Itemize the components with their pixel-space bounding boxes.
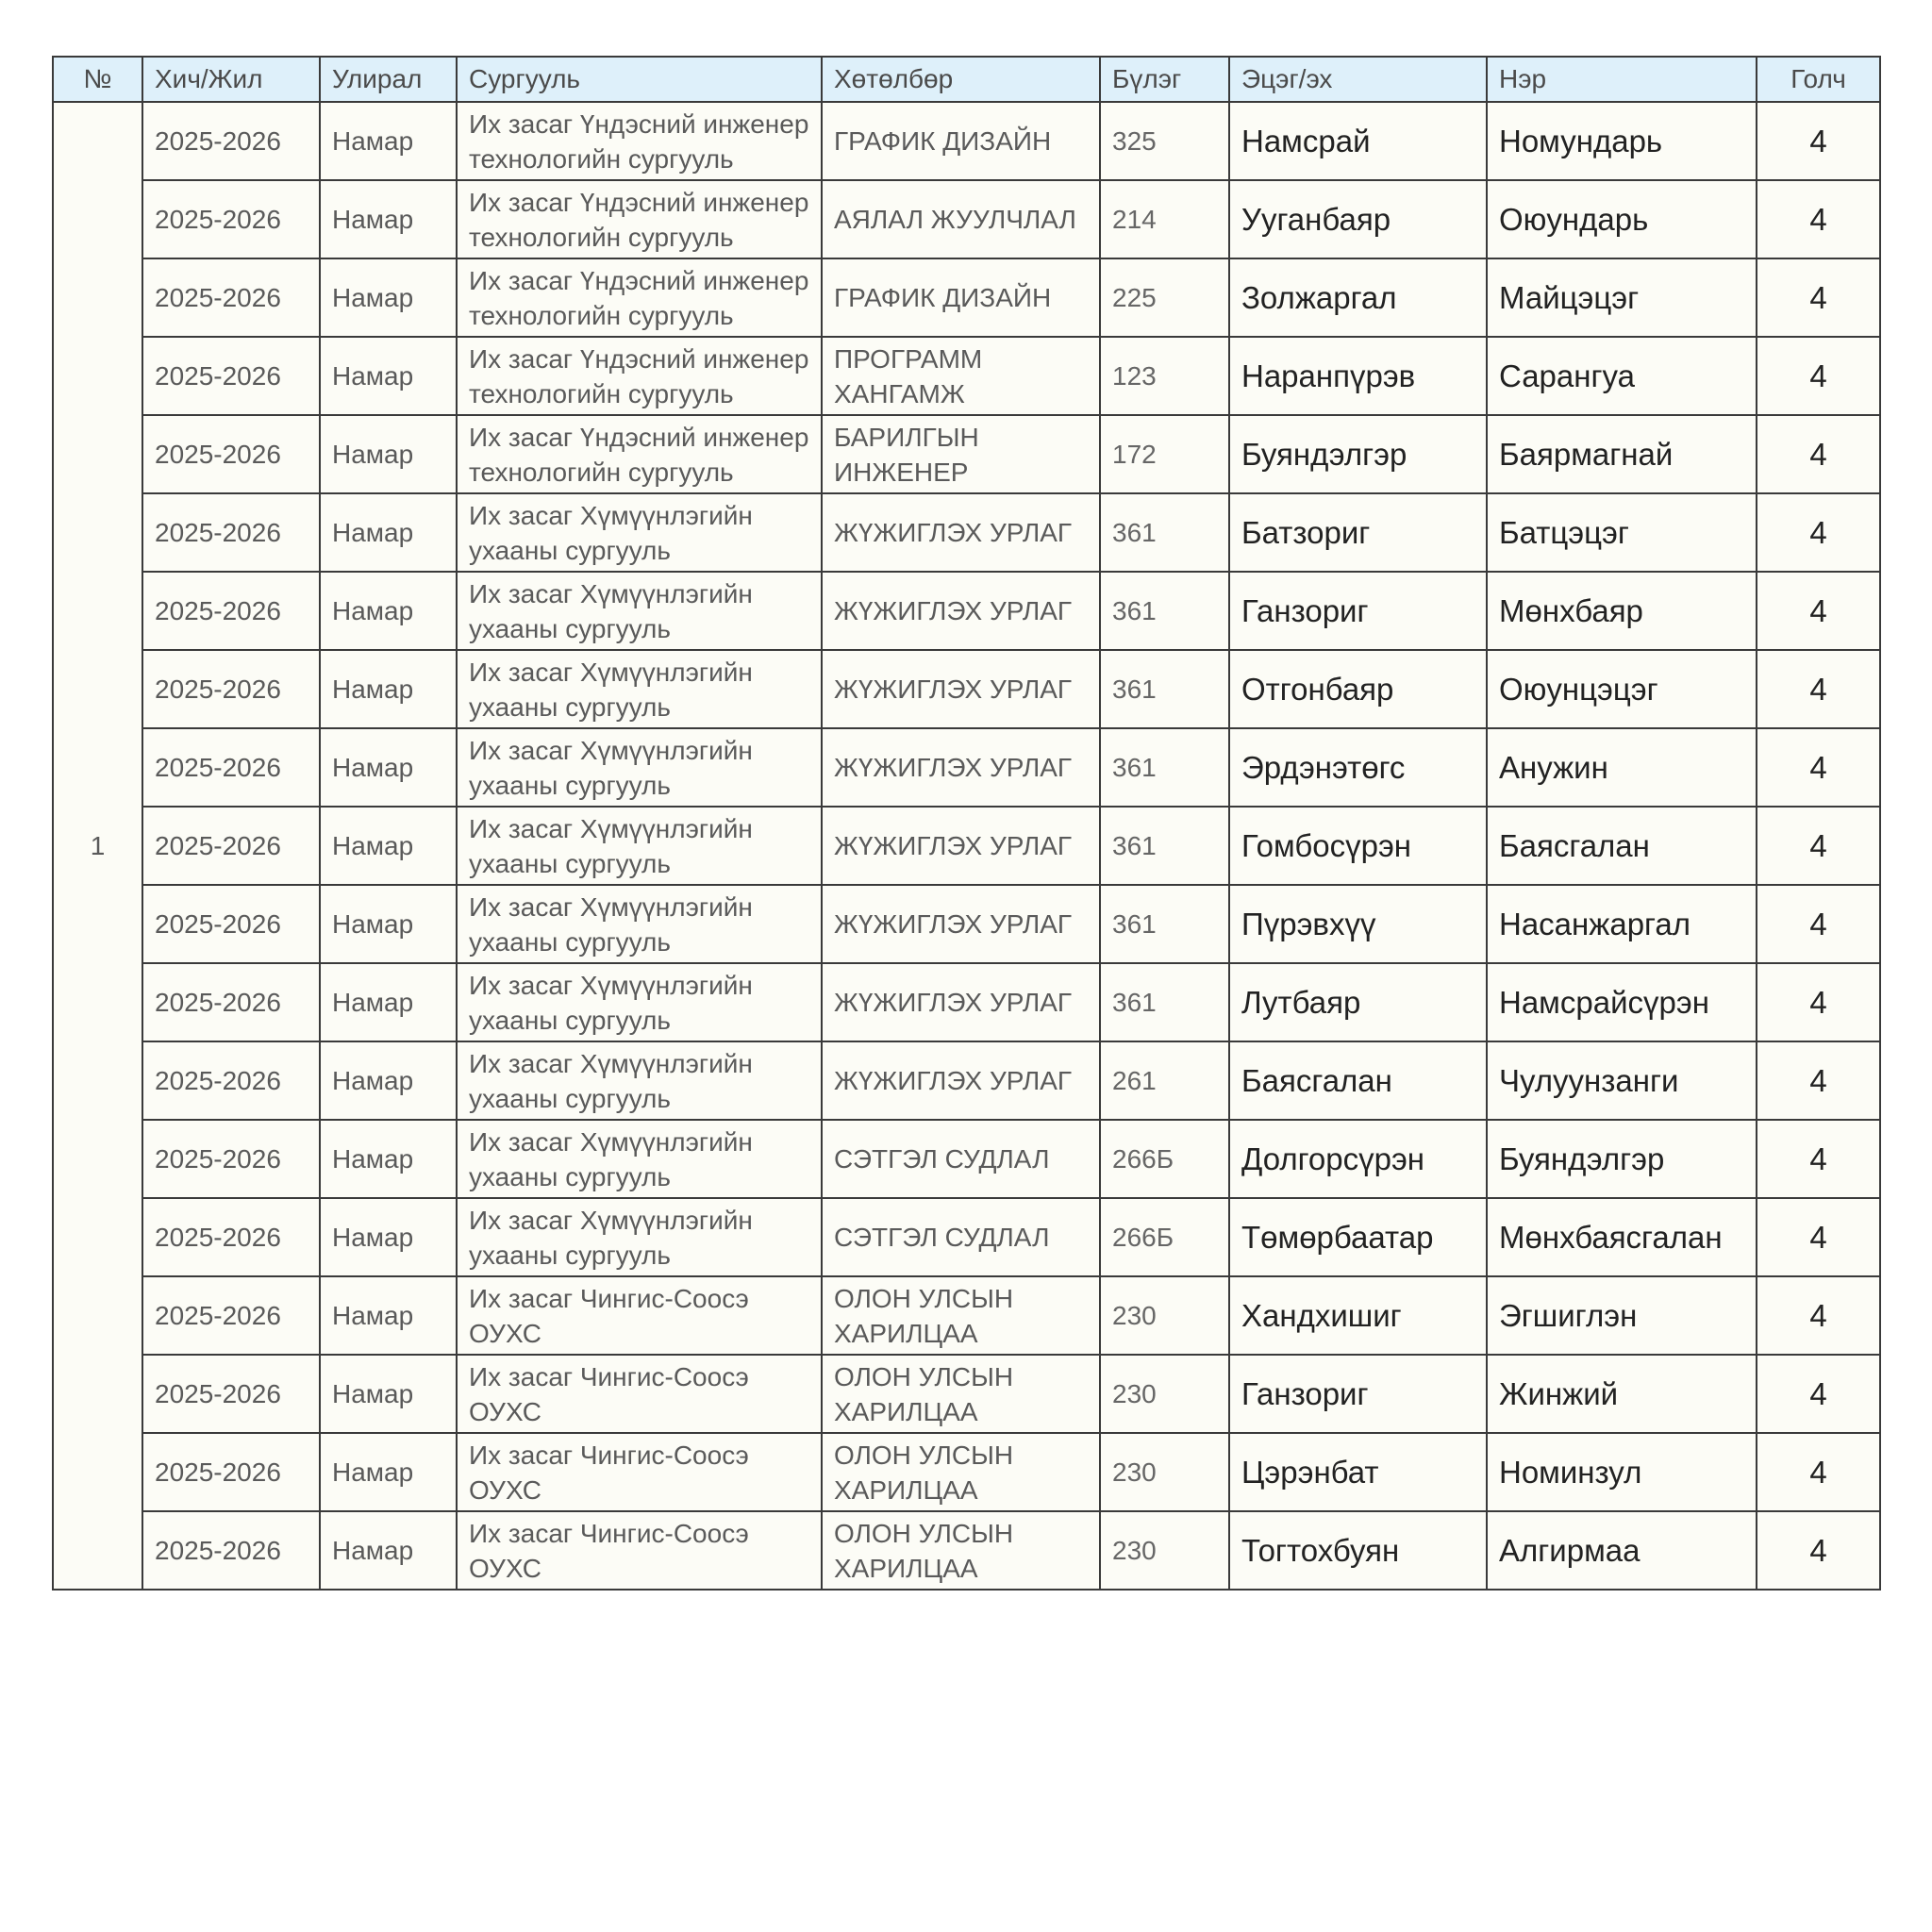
parent-cell: Хандхишиг	[1229, 1276, 1487, 1355]
table-row	[53, 1120, 1880, 1198]
gpa-cell: 4	[1757, 1198, 1880, 1276]
school-cell: Их засаг Хүмүүнлэгийн ухааны сургууль	[457, 572, 822, 650]
school-cell: Их засаг Хүмүүнлэгийн ухааны сургууль	[457, 1120, 822, 1198]
name-cell: Буяндэлгэр	[1487, 1120, 1757, 1198]
parent-cell: Ганзориг	[1229, 1355, 1487, 1433]
season-cell: Намар	[320, 258, 457, 337]
school-cell: Их засаг Үндэсний инженер технологийн сургууль	[457, 258, 822, 337]
program-cell: ЖҮЖИГЛЭХ УРЛАГ	[822, 572, 1100, 650]
season-cell: Намар	[320, 1120, 457, 1198]
program-cell: ГРАФИК ДИЗАЙН	[822, 102, 1100, 180]
gpa-cell: 4	[1757, 415, 1880, 493]
table-row	[53, 963, 1880, 1041]
gpa-cell: 4	[1757, 493, 1880, 572]
program-cell: ПРОГРАММ ХАНГАМЖ	[822, 337, 1100, 415]
year-cell: 2025-2026	[142, 180, 320, 258]
gpa-cell: 4	[1757, 963, 1880, 1041]
group-cell: 361	[1100, 807, 1229, 885]
header-school: Сургууль	[457, 57, 822, 102]
program-cell: ЖҮЖИГЛЭХ УРЛАГ	[822, 885, 1100, 963]
year-cell: 2025-2026	[142, 258, 320, 337]
parent-cell: Төмөрбаатар	[1229, 1198, 1487, 1276]
header-name: Нэр	[1487, 57, 1757, 102]
group-cell: 361	[1100, 493, 1229, 572]
parent-cell: Пүрэвхүү	[1229, 885, 1487, 963]
school-cell: Их засаг Хүмүүнлэгийн ухааны сургууль	[457, 963, 822, 1041]
school-cell: Их засаг Хүмүүнлэгийн ухааны сургууль	[457, 807, 822, 885]
table-row	[53, 650, 1880, 728]
group-cell: 230	[1100, 1276, 1229, 1355]
group-cell: 361	[1100, 572, 1229, 650]
parent-cell: Отгонбаяр	[1229, 650, 1487, 728]
header-parent: Эцэг/эх	[1229, 57, 1487, 102]
season-cell: Намар	[320, 1511, 457, 1590]
gpa-cell: 4	[1757, 337, 1880, 415]
season-cell: Намар	[320, 572, 457, 650]
name-cell: Оюундарь	[1487, 180, 1757, 258]
parent-cell: Лутбаяр	[1229, 963, 1487, 1041]
gpa-cell: 4	[1757, 885, 1880, 963]
gpa-cell: 4	[1757, 650, 1880, 728]
year-cell: 2025-2026	[142, 102, 320, 180]
name-cell: Батцэцэг	[1487, 493, 1757, 572]
gpa-cell: 4	[1757, 728, 1880, 807]
program-cell: ЖҮЖИГЛЭХ УРЛАГ	[822, 963, 1100, 1041]
table-row	[53, 1433, 1880, 1511]
table-row	[53, 728, 1880, 807]
table-row	[53, 337, 1880, 415]
table-row	[53, 1276, 1880, 1355]
school-cell: Их засаг Хүмүүнлэгийн ухааны сургууль	[457, 493, 822, 572]
season-cell: Намар	[320, 1198, 457, 1276]
name-cell: Баярмагнай	[1487, 415, 1757, 493]
program-cell: ГРАФИК ДИЗАЙН	[822, 258, 1100, 337]
parent-cell: Баясгалан	[1229, 1041, 1487, 1120]
group-cell: 230	[1100, 1433, 1229, 1511]
school-cell: Их засаг Чингис-Соосэ ОУХС	[457, 1433, 822, 1511]
program-cell: ОЛОН УЛСЫН ХАРИЛЦАА	[822, 1276, 1100, 1355]
group-cell: 266Б	[1100, 1120, 1229, 1198]
header-year: Хич/Жил	[142, 57, 320, 102]
parent-cell: Намсрай	[1229, 102, 1487, 180]
season-cell: Намар	[320, 493, 457, 572]
school-cell: Их засаг Чингис-Соосэ ОУХС	[457, 1276, 822, 1355]
year-cell: 2025-2026	[142, 1355, 320, 1433]
table-row	[53, 1355, 1880, 1433]
table-row	[53, 1041, 1880, 1120]
name-cell: Майцэцэг	[1487, 258, 1757, 337]
gpa-cell: 4	[1757, 1511, 1880, 1590]
parent-cell: Гомбосүрэн	[1229, 807, 1487, 885]
name-cell: Сарангуа	[1487, 337, 1757, 415]
group-cell: 225	[1100, 258, 1229, 337]
season-cell: Намар	[320, 337, 457, 415]
year-cell: 2025-2026	[142, 1433, 320, 1511]
group-cell: 230	[1100, 1355, 1229, 1433]
school-cell: Их засаг Хүмүүнлэгийн ухааны сургууль	[457, 650, 822, 728]
parent-cell: Ганзориг	[1229, 572, 1487, 650]
gpa-cell: 4	[1757, 1355, 1880, 1433]
table-body	[53, 102, 1880, 1590]
year-cell: 2025-2026	[142, 1041, 320, 1120]
school-cell: Их засаг Чингис-Соосэ ОУХС	[457, 1355, 822, 1433]
parent-cell: Батзориг	[1229, 493, 1487, 572]
season-cell: Намар	[320, 885, 457, 963]
table-row	[53, 885, 1880, 963]
program-cell: ЖҮЖИГЛЭХ УРЛАГ	[822, 650, 1100, 728]
group-cell: 261	[1100, 1041, 1229, 1120]
season-cell: Намар	[320, 102, 457, 180]
school-cell: Их засаг Хүмүүнлэгийн ухааны сургууль	[457, 885, 822, 963]
parent-cell: Эрдэнэтөгс	[1229, 728, 1487, 807]
program-cell: ЖҮЖИГЛЭХ УРЛАГ	[822, 728, 1100, 807]
table-row	[53, 493, 1880, 572]
name-cell: Мөнхбаяр	[1487, 572, 1757, 650]
name-cell: Номинзул	[1487, 1433, 1757, 1511]
header-row	[53, 57, 1880, 102]
year-cell: 2025-2026	[142, 1198, 320, 1276]
school-cell: Их засаг Үндэсний инженер технологийн сургууль	[457, 337, 822, 415]
parent-cell: Буяндэлгэр	[1229, 415, 1487, 493]
group-cell: 266Б	[1100, 1198, 1229, 1276]
year-cell: 2025-2026	[142, 728, 320, 807]
season-cell: Намар	[320, 807, 457, 885]
season-cell: Намар	[320, 650, 457, 728]
name-cell: Номундарь	[1487, 102, 1757, 180]
year-cell: 2025-2026	[142, 493, 320, 572]
table-row	[53, 1198, 1880, 1276]
gpa-cell: 4	[1757, 572, 1880, 650]
gpa-cell: 4	[1757, 180, 1880, 258]
table-row	[53, 572, 1880, 650]
name-cell: Эгшиглэн	[1487, 1276, 1757, 1355]
gpa-cell: 4	[1757, 1120, 1880, 1198]
program-cell: СЭТГЭЛ СУДЛАЛ	[822, 1120, 1100, 1198]
program-cell: ОЛОН УЛСЫН ХАРИЛЦАА	[822, 1355, 1100, 1433]
name-cell: Алгирмаа	[1487, 1511, 1757, 1590]
parent-cell: Ууганбаяр	[1229, 180, 1487, 258]
school-cell: Их засаг Хүмүүнлэгийн ухааны сургууль	[457, 1198, 822, 1276]
name-cell: Баясгалан	[1487, 807, 1757, 885]
gpa-cell: 4	[1757, 807, 1880, 885]
table-row	[53, 258, 1880, 337]
name-cell: Анужин	[1487, 728, 1757, 807]
program-cell: ЖҮЖИГЛЭХ УРЛАГ	[822, 1041, 1100, 1120]
group-cell: 361	[1100, 650, 1229, 728]
program-cell: ЖҮЖИГЛЭХ УРЛАГ	[822, 807, 1100, 885]
program-cell: БАРИЛГЫН ИНЖЕНЕР	[822, 415, 1100, 493]
student-table	[52, 56, 1881, 1591]
name-cell: Жинжий	[1487, 1355, 1757, 1433]
school-cell: Их засаг Чингис-Соосэ ОУХС	[457, 1511, 822, 1590]
group-cell: 361	[1100, 885, 1229, 963]
table-row	[53, 102, 1880, 180]
school-cell: Их засаг Хүмүүнлэгийн ухааны сургууль	[457, 728, 822, 807]
name-cell: Намсрайсүрэн	[1487, 963, 1757, 1041]
year-cell: 2025-2026	[142, 1120, 320, 1198]
gpa-cell: 4	[1757, 102, 1880, 180]
parent-cell: Наранпүрэв	[1229, 337, 1487, 415]
header-season: Улирал	[320, 57, 457, 102]
parent-cell: Золжаргал	[1229, 258, 1487, 337]
season-cell: Намар	[320, 1276, 457, 1355]
table-row	[53, 807, 1880, 885]
school-cell: Их засаг Үндэсний инженер технологийн сургууль	[457, 102, 822, 180]
program-cell: АЯЛАЛ ЖУУЛЧЛАЛ	[822, 180, 1100, 258]
season-cell: Намар	[320, 1041, 457, 1120]
year-cell: 2025-2026	[142, 572, 320, 650]
group-cell: 214	[1100, 180, 1229, 258]
table-row	[53, 415, 1880, 493]
table-row	[53, 180, 1880, 258]
name-cell: Мөнхбаясгалан	[1487, 1198, 1757, 1276]
year-cell: 2025-2026	[142, 415, 320, 493]
season-cell: Намар	[320, 1433, 457, 1511]
season-cell: Намар	[320, 963, 457, 1041]
year-cell: 2025-2026	[142, 885, 320, 963]
year-cell: 2025-2026	[142, 963, 320, 1041]
gpa-cell: 4	[1757, 1041, 1880, 1120]
year-cell: 2025-2026	[142, 650, 320, 728]
year-cell: 2025-2026	[142, 807, 320, 885]
table-row	[53, 1511, 1880, 1590]
parent-cell: Цэрэнбат	[1229, 1433, 1487, 1511]
season-cell: Намар	[320, 180, 457, 258]
parent-cell: Долгорсүрэн	[1229, 1120, 1487, 1198]
season-cell: Намар	[320, 728, 457, 807]
header-number: №	[53, 57, 142, 102]
group-cell: 361	[1100, 963, 1229, 1041]
school-cell: Их засаг Хүмүүнлэгийн ухааны сургууль	[457, 1041, 822, 1120]
program-cell: ОЛОН УЛСЫН ХАРИЛЦАА	[822, 1511, 1100, 1590]
group-cell: 325	[1100, 102, 1229, 180]
group-cell: 172	[1100, 415, 1229, 493]
school-cell: Их засаг Үндэсний инженер технологийн сургууль	[457, 180, 822, 258]
name-cell: Насанжаргал	[1487, 885, 1757, 963]
name-cell: Чулуунзанги	[1487, 1041, 1757, 1120]
gpa-cell: 4	[1757, 258, 1880, 337]
season-cell: Намар	[320, 415, 457, 493]
season-cell: Намар	[320, 1355, 457, 1433]
program-cell: СЭТГЭЛ СУДЛАЛ	[822, 1198, 1100, 1276]
gpa-cell: 4	[1757, 1276, 1880, 1355]
program-cell: ОЛОН УЛСЫН ХАРИЛЦАА	[822, 1433, 1100, 1511]
name-cell: Оюунцэцэг	[1487, 650, 1757, 728]
school-cell: Их засаг Үндэсний инженер технологийн сургууль	[457, 415, 822, 493]
group-cell: 361	[1100, 728, 1229, 807]
parent-cell: Тогтохбуян	[1229, 1511, 1487, 1590]
header-group: Бүлэг	[1100, 57, 1229, 102]
group-cell: 230	[1100, 1511, 1229, 1590]
year-cell: 2025-2026	[142, 1276, 320, 1355]
header-gpa: Голч	[1757, 57, 1880, 102]
gpa-cell: 4	[1757, 1433, 1880, 1511]
year-cell: 2025-2026	[142, 1511, 320, 1590]
header-program: Хөтөлбөр	[822, 57, 1100, 102]
year-cell: 2025-2026	[142, 337, 320, 415]
program-cell: ЖҮЖИГЛЭХ УРЛАГ	[822, 493, 1100, 572]
group-cell: 123	[1100, 337, 1229, 415]
row-number-cell: 1	[53, 102, 142, 1590]
